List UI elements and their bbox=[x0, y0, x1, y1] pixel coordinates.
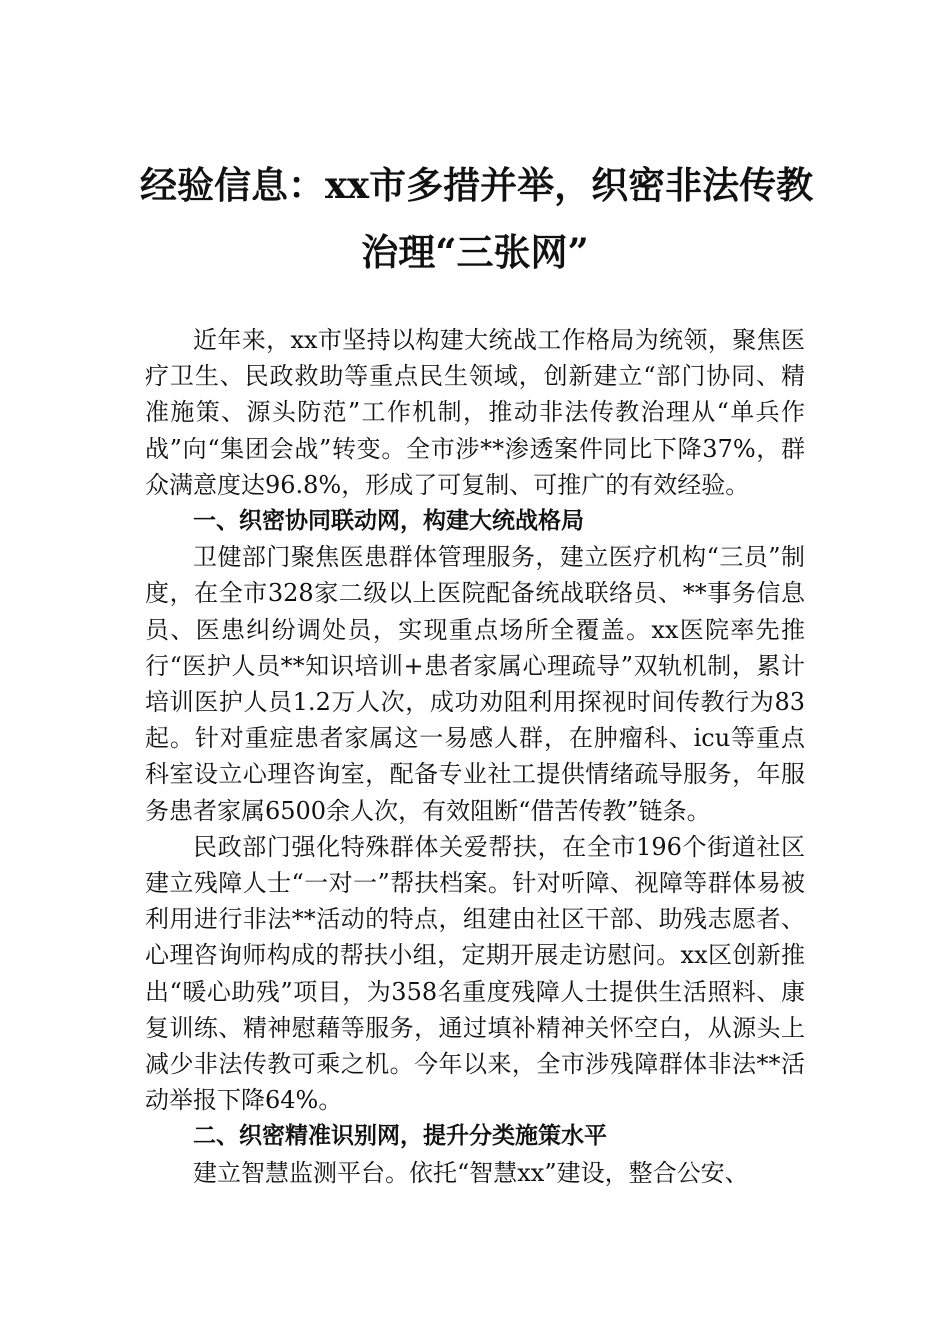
health-dept-paragraph: 卫健部门聚焦医患群体管理服务，建立医疗机构“三员”制度，在全市328家二级以上医院配备统战联络员、**事务信息员、医患纠纷调处员，实现重点场所全覆盖。xx医院率先推行“医护人员**知识培训+患者家属心理疏导”双轨机制，累计培训医护人员1.2万人次，成功劝阻利用探视时间传教行为83起。针对重症患者家属这一易感人群，在肿瘤科、icu等重点科室设立心理咨询室，配备专业社工提供情绪疏导服务，年服务患者家属6500余人次，有效阻断“借苦传教”链条。 bbox=[145, 543, 805, 825]
intro-paragraph: 近年来，xx市坚持以构建大统战工作格局为统领，聚焦医疗卫生、民政救助等重点民生领域，创新建立“部门协同、精准施策、源头防范”工作机制，推动非法传教治理从“单兵作战”向“集团会战”转变。全市涉**渗透案件同比下降37%，群众满意度达96.8%，形成了可复制、可推广的有效经验。 bbox=[145, 326, 805, 499]
section-heading-2: 二、织密精准识别网，提升分类施策水平 bbox=[193, 1123, 607, 1150]
section-heading-1: 一、织密协同联动网，构建大统战格局 bbox=[193, 508, 584, 535]
document-body bbox=[145, 322, 805, 1191]
monitoring-platform-paragraph: 建立智慧监测平台。依托“智慧xx”建设，整合公安、 bbox=[193, 1158, 749, 1187]
document-title-line-1: 经验信息：xx市多措并举，织密非法传教 bbox=[140, 163, 814, 207]
document-title-line-2: 治理“三张网” bbox=[361, 230, 589, 274]
civil-affairs-paragraph: 民政部门强化特殊群体关爱帮扶，在全市196个街道社区建立残障人士“一对一”帮扶档案。针对听障、视障等群体易被利用进行非法**活动的特点，组建由社区干部、助残志愿者、心理咨询师构成的帮扶小组，定期开展走访慰问。xx区创新推出“暖心助残”项目，为358名重度残障人士提供生活照料、康复训练、精神慰藉等服务，通过填补精神关怀空白，从源头上减少非法传教可乘之机。今年以来，全市涉残障群体非法**活动举报下降64%。 bbox=[145, 832, 805, 1115]
